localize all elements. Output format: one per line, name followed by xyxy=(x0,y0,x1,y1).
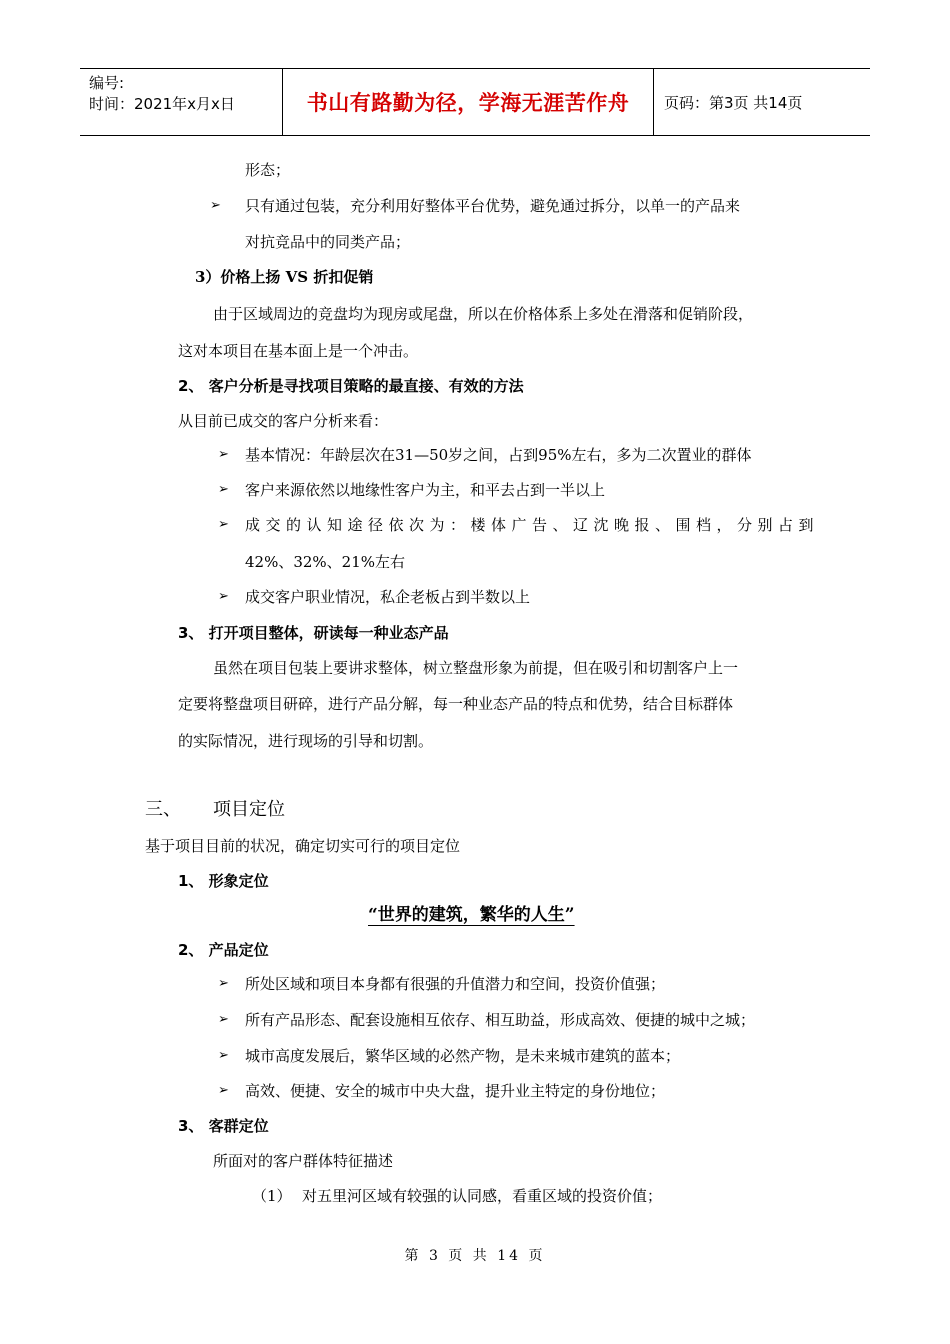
paragraph-line: 虽然在项目包装上要讲求整体，树立整盘形象为前提，但在吸引和切割客户上一 xyxy=(213,659,739,677)
paragraph-line: 所面对的客户群体特征描述 xyxy=(213,1152,394,1170)
bullet-arrow-icon: ➢ xyxy=(210,198,221,213)
paragraph-line: 定要将整盘项目研碎，进行产品分解，每一种业态产品的特点和优势，结合目标群体 xyxy=(178,695,734,713)
bullet-item: 所处区域和项目本身都有很强的升值潜力和空间，投资价值强； xyxy=(245,975,666,993)
slogan: “世界的建筑，繁华的人生” xyxy=(368,905,575,925)
bullet-item: 高效、便捷、安全的城市中央大盘，提升业主特定的身份地位； xyxy=(245,1082,666,1100)
page-header xyxy=(80,68,870,136)
bullet-arrow-icon: ➢ xyxy=(218,589,229,604)
bullet-item-continuation: 对抗竞品中的同类产品； xyxy=(245,233,411,251)
section-title: 项目定位 xyxy=(213,799,285,820)
bullet-item: 基本情况：年龄层次在31—50岁之间，占到95%左右，多为二次置业的群体 xyxy=(245,446,752,464)
numbered-heading: 3、 客群定位 xyxy=(178,1117,269,1135)
bullet-item: 城市高度发展后，繁华区域的必然产物，是未来城市建筑的蓝本； xyxy=(245,1047,681,1065)
subheading: 3）价格上扬 VS 折扣促销 xyxy=(195,268,374,286)
bullet-item: 成交的认知途径依次为：楼体广告、辽沈晚报、围档，分别占到 xyxy=(245,516,820,534)
bullet-arrow-icon: ➢ xyxy=(218,1083,229,1098)
header-page-info: 页码：第3页 共14页 xyxy=(664,94,803,112)
bullet-item: 客户来源依然以地缘性客户为主，和平去占到一半以上 xyxy=(245,481,606,499)
bullet-item: 成交客户职业情况，私企老板占到半数以上 xyxy=(245,588,531,606)
list-number: （1） xyxy=(252,1187,292,1205)
paragraph-line: 形态； xyxy=(245,161,291,179)
numbered-heading: 2、 产品定位 xyxy=(178,941,269,959)
paragraph-line: 由于区域周边的竞盘均为现房或尾盘，所以在价格体系上多处在滑落和促销阶段， xyxy=(213,305,754,323)
bullet-arrow-icon: ➢ xyxy=(218,976,229,991)
bullet-arrow-icon: ➢ xyxy=(218,482,229,497)
paragraph-line: 从目前已成交的客户分析来看： xyxy=(178,412,389,430)
numbered-heading: 1、 形象定位 xyxy=(178,872,269,890)
paragraph-line: 这对本项目在基本面上是一个冲击。 xyxy=(178,342,419,360)
section-number: 三、 xyxy=(145,799,181,820)
paragraph-line: 基于项目目前的状况，确定切实可行的项目定位 xyxy=(145,837,461,855)
paragraph-line: 的实际情况，进行现场的引导和切割。 xyxy=(178,732,434,750)
bullet-item: 所有产品形态、配套设施相互依存、相互助益，形成高效、便捷的城中之城； xyxy=(245,1011,756,1029)
bullet-arrow-icon: ➢ xyxy=(218,1048,229,1063)
bullet-arrow-icon: ➢ xyxy=(218,517,229,532)
numbered-heading: 3、 打开项目整体，研读每一种业态产品 xyxy=(178,624,449,642)
header-meta xyxy=(80,69,282,135)
bullet-arrow-icon: ➢ xyxy=(218,1012,229,1027)
bullet-item: 只有通过包装，充分利用好整体平台优势，避免通过拆分，以单一的产品来 xyxy=(245,197,741,215)
page-footer: 第 3 页 共 14 页 xyxy=(404,1248,546,1264)
bullet-item-continuation: 42%、32%、21%左右 xyxy=(245,553,406,571)
document-time-label: 时间：2021年x月x日 xyxy=(89,95,235,113)
numbered-heading: 2、 客户分析是寻找项目策略的最直接、有效的方法 xyxy=(178,377,524,395)
header-motto: 书山有路勤为径，学海无涯苦作舟 xyxy=(282,69,654,135)
bullet-arrow-icon: ➢ xyxy=(218,447,229,462)
numbered-item: 对五里河区域有较强的认同感，看重区域的投资价值； xyxy=(302,1187,663,1205)
document-number-label: 编号: xyxy=(89,74,125,92)
